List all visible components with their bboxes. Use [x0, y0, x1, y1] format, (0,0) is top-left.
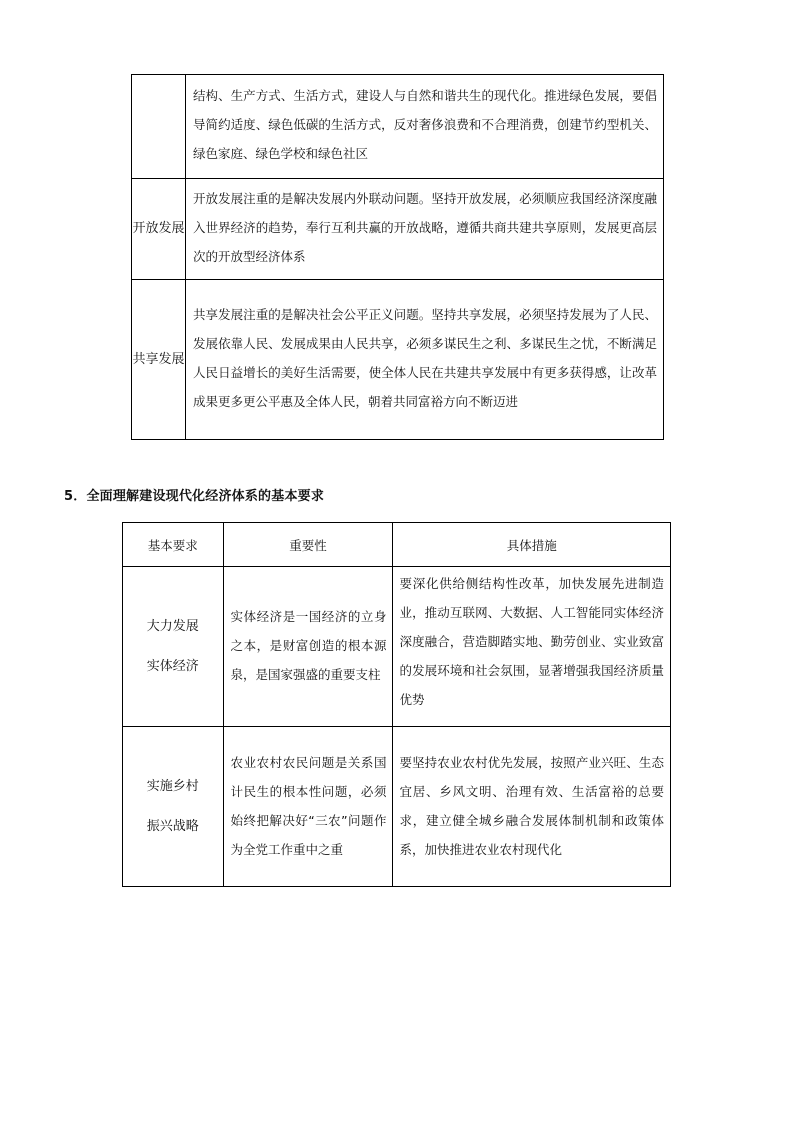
development-concepts-table: [131, 74, 664, 440]
row-text: 结构、生产方式、生活方式，建设人与自然和谐共生的现代化。推进绿色发展，要倡导简约适度、绿色低碳的生活方式，反对奢侈浪费和不合理消费，创建节约型机关、绿色家庭、绿色学校和绿色社区: [186, 75, 664, 179]
table-row: [132, 75, 664, 179]
section-heading: 5．全面理解建设现代化经济体系的基本要求: [64, 489, 325, 504]
table-row: [123, 567, 671, 727]
requirement-text: 实施乡村振兴战略: [146, 778, 199, 834]
importance-cell: 农业农村农民问题是关系国计民生的根本性问题，必须始终把解决好“三农”问题作为全党工作重中之重: [223, 727, 393, 887]
table-row: [123, 727, 671, 887]
requirement-cell: [123, 567, 224, 727]
row-text: 共享发展注重的是解决社会公平正义问题。坚持共享发展，必须坚持发展为了人民、发展依靠人民、发展成果由人民共享，必须多谋民生之利、多谋民生之忧，不断满足人民日益增长的美好生活需要，使全体人民在共建共享发展中有更多获得感，让改革成果更多更公平惠及全体人民，朝着共同富裕方向不断迈进: [186, 280, 664, 440]
importance-cell: 实体经济是一国经济的立身之本，是财富创造的根本源泉，是国家强盛的重要支柱: [223, 567, 393, 727]
table-row: [132, 179, 664, 280]
measures-cell: 要坚持农业农村优先发展，按照产业兴旺、生态宜居、乡风文明、治理有效、生活富裕的总要求，建立健全城乡融合发展体制机制和政策体系，加快推进农业农村现代化: [393, 727, 671, 887]
row-label: 共享发展: [132, 280, 186, 440]
row-label: 开放发展: [132, 179, 186, 280]
table-row: [132, 280, 664, 440]
requirement-cell: [123, 727, 224, 887]
row-label: [132, 75, 186, 179]
column-header: 基本要求: [123, 523, 224, 567]
column-header: 具体措施: [393, 523, 671, 567]
economic-system-requirements-table: [122, 522, 671, 887]
table-header-row: [123, 523, 671, 567]
row-text: 开放发展注重的是解决发展内外联动问题。坚持开放发展，必须顺应我国经济深度融入世界经济的趋势，奉行互利共赢的开放战略，遵循共商共建共享原则，发展更高层次的开放型经济体系: [186, 179, 664, 280]
measures-cell: 要深化供给侧结构性改革，加快发展先进制造业，推动互联网、大数据、人工智能同实体经济深度融合，营造脚踏实地、勤劳创业、实业致富的发展环境和社会氛围，显著增强我国经济质量优势: [393, 567, 671, 727]
requirement-text: 大力发展实体经济: [146, 618, 199, 674]
column-header: 重要性: [223, 523, 393, 567]
